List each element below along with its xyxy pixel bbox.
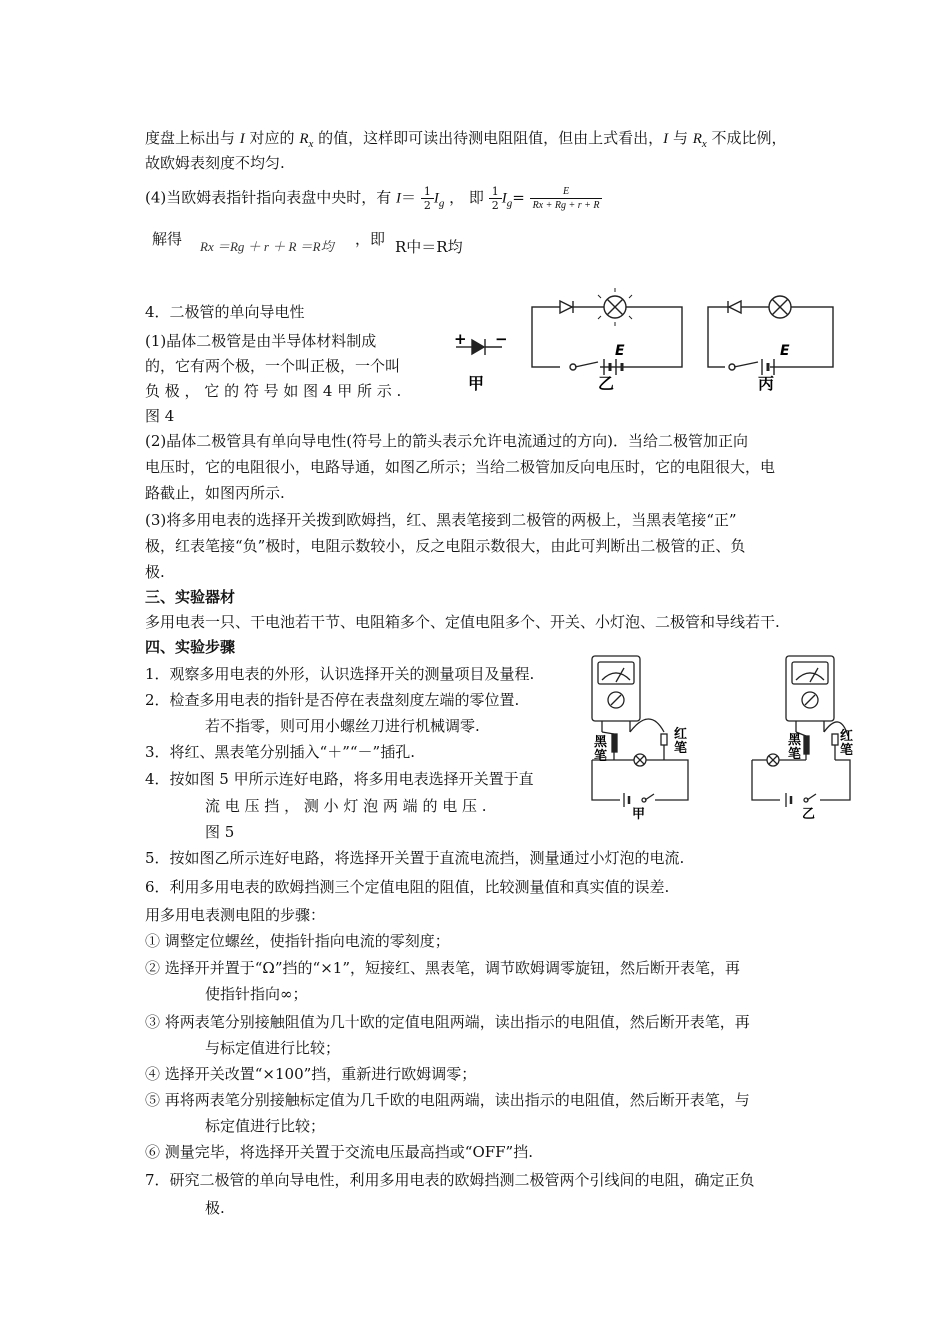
numerator: E [530,185,603,199]
label-bi: 笔 [594,749,608,764]
circuit-bing [708,307,833,367]
fraction-E [530,185,603,212]
text: 与 [668,129,693,147]
diode-icon [560,301,572,313]
meter-icon [786,656,834,721]
step-7b: 极. [205,1199,225,1217]
var-I: I [501,190,507,207]
sec4-p2-l2: 电压时，它的电阻很小，电路导通，如图乙所示；当给二极管加反向电压时，它的电阻很大，电 [145,458,776,476]
fraction-half [421,185,434,212]
red-probe [661,734,667,745]
solve-formula: Rx ＝Rg ＋ r ＋ R ＝R均 [200,239,334,254]
var-I: I [396,190,402,207]
text: 对应的 [244,129,300,147]
step-2: 2．检查多用电表的指针是否停在表盘刻度左端的零位置. [145,691,520,709]
black-probe [804,736,809,754]
denominator: Rx + Rg + r + R [532,200,600,211]
substep-5: ⑤ 再将两表笔分别接触标定值为几千欧的电阻两端，读出指示的电阻值，然后断开表笔，与 [145,1091,750,1109]
var-R: R [299,131,309,147]
item4-line [145,185,602,216]
denominator: 2 [423,199,431,212]
label-bi: 笔 [788,747,802,762]
circuit-yi [532,307,682,367]
label-hei: 黑 [594,735,608,750]
plus-label: + [454,330,467,348]
step-3: 3．将红、黑表笔分别插入“＋”“－”插孔. [145,743,415,761]
diode-icon [729,301,741,313]
black-probe [612,734,617,752]
sub-g: g [438,197,445,210]
step-5: 5．按如图乙所示连好电路，将选择开关置于直流电流挡，测量通过小灯泡的电流. [145,849,685,867]
step-7: 7．研究二极管的单向导电性，利用多用电表的欧姆挡测二极管两个引线间的电阻，确定正负 [145,1171,755,1189]
var-I: I [663,131,669,147]
sub-x: x [308,138,314,150]
var-I: I [239,131,245,147]
text-ji: 即 [468,188,484,207]
var-R: R [692,131,702,147]
label-bi: 笔 [840,743,854,758]
label-bing: 丙 [758,374,775,393]
solve-formula-2: R中＝R均 [395,238,463,256]
eq-sign: ＝ [401,188,417,207]
sec4-p3-l2: 极，红表笔接“负”极时，电阻示数较小，反之电阻示数很大，由此可判断出二极管的正、负 [145,537,746,555]
numerator: 1 [421,185,434,199]
label-jia: 甲 [632,807,646,822]
substep-3: ③ 将两表笔分别接触阻值为几十欧的定值电阻两端，读出指示的电阻值，然后断开表笔，再 [145,1013,750,1031]
var-I: I [433,190,439,207]
sub-x: x [701,138,707,150]
text: 不成比例， [706,129,787,147]
sec4b-title: 四、实验步骤 [145,638,236,656]
sec4-p1-l4: 图 4 [145,407,175,425]
sec4-p1-l3: 负 极 ， 它 的 符 号 如 图 4 甲 所 示 . [145,382,402,400]
step-6: 6．利用多用电表的欧姆挡测三个定值电阻的阻值，比较测量值和真实值的误差. [145,878,670,896]
fraction-half-2 [489,185,502,212]
comma: ， [449,188,465,207]
meter-icon [592,656,640,721]
sec4-p3-l1: (3)将多用电表的选择开关拨到欧姆挡，红、黑表笔接到二极管的两极上，当黑表笔接“正” [145,511,737,529]
sec4-p2-l1: (2)晶体二极管具有单向导电性(符号上的箭头表示允许电流通过的方向)．当给二极管加正向 [145,432,748,450]
substep-6: ⑥ 测量完毕，将选择开关置于交流电压最高挡或“OFF”挡. [145,1143,533,1161]
substep-5b: 标定值进行比较； [205,1117,326,1135]
step-1: 1．观察多用电表的外形，认识选择开关的测量项目及量程. [145,665,535,683]
step-4: 4．按如图 5 甲所示连好电路，将多用电表选择开关置于直 [145,770,534,788]
label-jia: 甲 [468,374,485,393]
label-yi: 乙 [802,807,816,822]
text: 的值，这样即可读出待测电阻阻值，但由上式看出， [313,129,664,147]
label-hong: 红 [840,729,854,744]
sub-g: g [506,197,513,210]
sec4-p1-l2: 的，它有两个极，一个叫正极，一个叫 [145,357,401,375]
minus-label: − [495,330,508,348]
denominator: 2 [491,199,499,212]
text: (4)当欧姆表指针指向表盘中央时，有 [145,188,397,207]
step-4b: 流 电 压 挡 ， 测 小 灯 泡 两 端 的 电 压 . [205,797,487,815]
diode-icon [472,340,484,354]
figure-4 [440,285,840,400]
label-hong: 红 [674,727,688,742]
eq-sign: = [512,188,525,207]
substep-4: ④ 选择开关改置“×100”挡，重新进行欧姆调零； [145,1065,477,1083]
numerator: 1 [489,185,502,199]
sec3-text: 多用电表一只、干电池若干节、电阻箱多个、定值电阻多个、开关、小灯泡、二极管和导线若干. [145,613,780,631]
label-E: E [615,343,625,359]
substep-1: ① 调整定位螺丝，使指针指向电流的零刻度； [145,932,450,950]
intro-line-2: 故欧姆表刻度不均匀. [145,154,285,172]
substep-3b: 与标定值进行比较； [205,1039,341,1057]
label-hei: 黑 [788,733,802,748]
label-E: E [780,343,790,359]
sec4-p3-l3: 极. [145,563,165,581]
sec4-p1-l1: (1)晶体二极管是由半导体材料制成 [145,332,377,350]
label-bi: 笔 [674,741,688,756]
solve-ji: ，即 [355,230,386,248]
sec3-title: 三、实验器材 [145,588,236,606]
substep-2b: 使指针指向∞； [205,985,308,1003]
red-probe [832,734,838,745]
solve-label: 解得 [152,230,183,248]
steps-title: 用多用电表测电阻的步骤： [145,906,326,924]
step-4c: 图 5 [205,823,235,841]
label-yi: 乙 [598,374,615,393]
substep-2: ② 选择开并置于“Ω”挡的“×1”，短接红、黑表笔，调节欧姆调零旋钮，然后断开表笔，再 [145,959,740,977]
step-2b: 若不指零，则可用小螺丝刀进行机械调零. [205,717,480,735]
text: 度盘上标出与 [145,129,240,147]
sec4-p2-l3: 路截止，如图丙所示. [145,484,285,502]
figure-5 [580,650,860,822]
sec4-title: 4．二极管的单向导电性 [145,303,305,321]
